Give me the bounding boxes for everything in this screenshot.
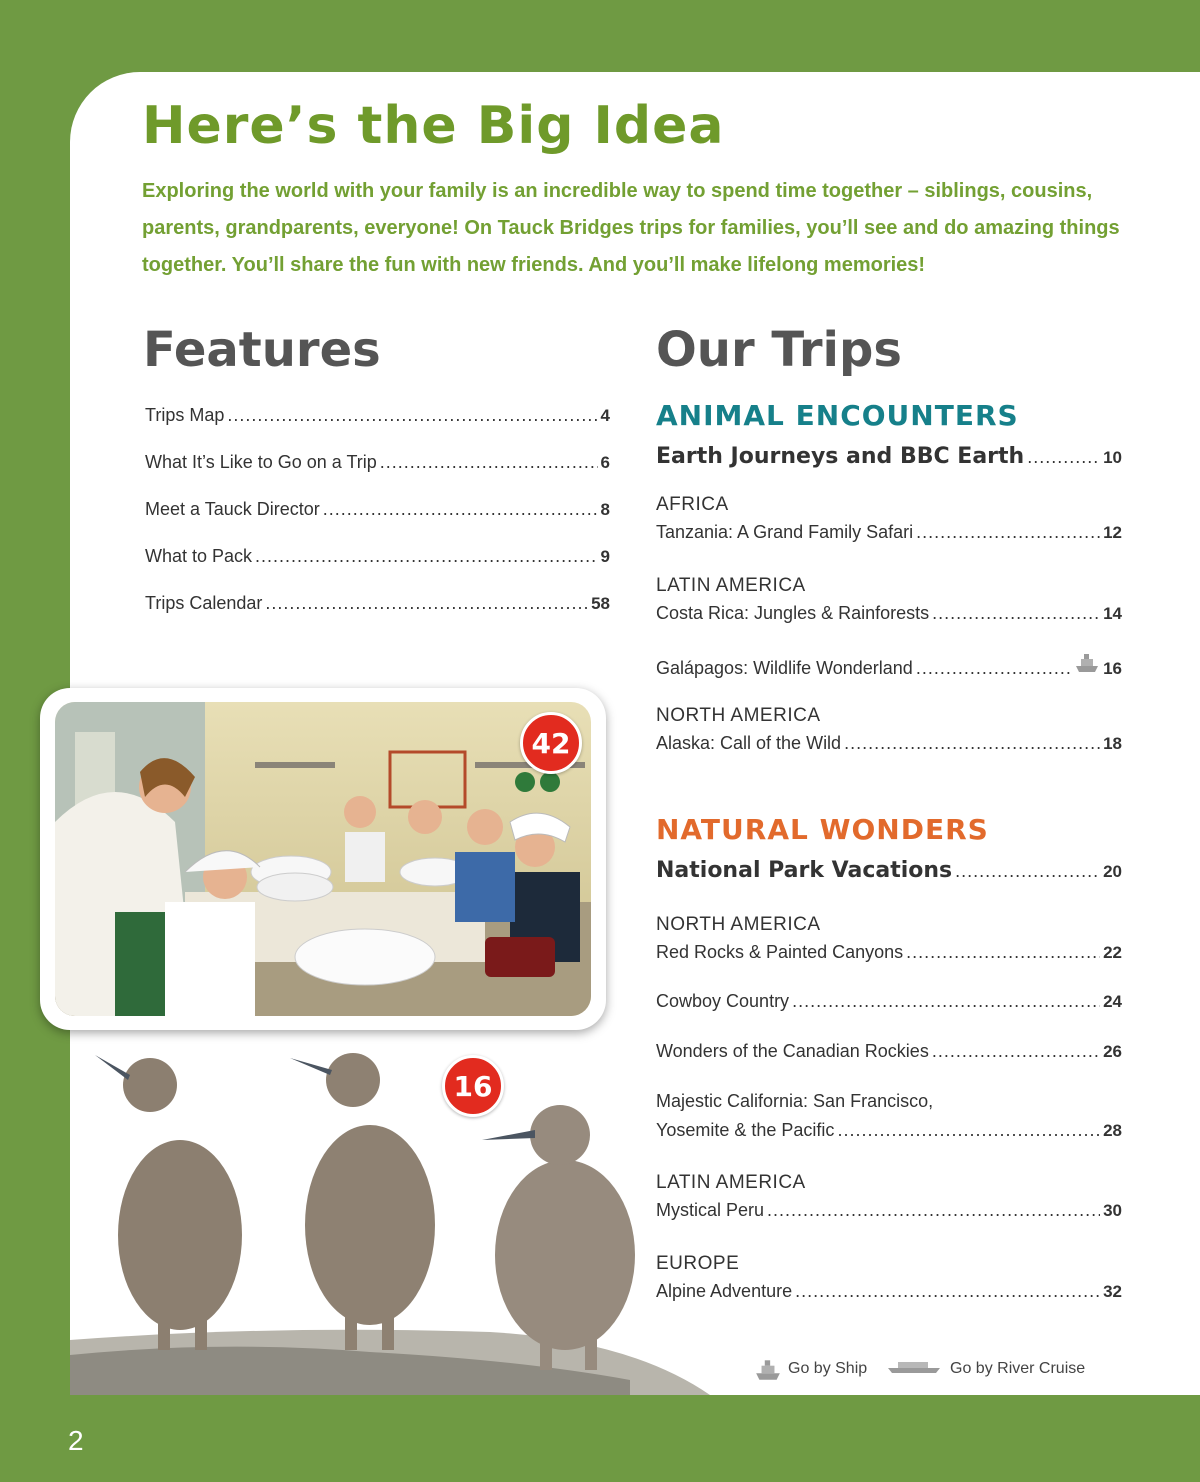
trip-page: 32: [1103, 1282, 1122, 1301]
leader-dots: [955, 861, 1100, 882]
feature-item[interactable]: [145, 593, 610, 614]
features-heading: Features: [143, 322, 381, 378]
page-badge-photo: 42: [520, 712, 582, 774]
region-north-america: NORTH AMERICA: [656, 914, 821, 935]
trip-label: Alaska: Call of the Wild: [656, 733, 842, 753]
trip-item[interactable]: [656, 991, 1122, 1012]
trip-page: 28: [1103, 1121, 1122, 1140]
leader-dots: [916, 658, 1071, 679]
trip-subtitle-row[interactable]: [656, 444, 1122, 469]
trip-page: 18: [1103, 734, 1122, 753]
leader-dots: [844, 733, 1100, 754]
cooking-photo-card: [40, 688, 606, 1030]
ship-icon: [754, 1358, 780, 1380]
trip-item[interactable]: [656, 942, 1122, 963]
legend-ship: [754, 1358, 867, 1380]
feature-item[interactable]: [145, 499, 610, 520]
page-title: Here’s the Big Idea: [142, 96, 725, 156]
feature-page: 58: [591, 594, 610, 613]
leader-dots: [792, 991, 1100, 1012]
region-latin-america: LATIN AMERICA: [656, 1172, 806, 1193]
trip-label: Wonders of the Canadian Rockies: [656, 1041, 929, 1061]
page-badge-birds: 16: [442, 1055, 504, 1117]
feature-label: Trips Calendar: [145, 593, 263, 613]
blue-footed-boobies-photo: [70, 1040, 730, 1395]
legend-river-label: Go by River Cruise: [950, 1359, 1086, 1377]
cooking-class-photo: [55, 702, 591, 1016]
trip-label: Red Rocks & Painted Canyons: [656, 942, 904, 962]
trip-label: Mystical Peru: [656, 1200, 765, 1220]
feature-page: 6: [600, 453, 610, 472]
region-latin-america: LATIN AMERICA: [656, 575, 806, 596]
animal-encounters-heading: ANIMAL ENCOUNTERS: [656, 399, 1019, 432]
leader-dots: [916, 522, 1100, 543]
leader-dots: [932, 603, 1100, 624]
region-africa: AFRICA: [656, 494, 729, 515]
feature-label: Meet a Tauck Director: [145, 499, 320, 519]
trip-item[interactable]: [656, 603, 1122, 624]
ship-icon: [1074, 652, 1100, 674]
leader-dots: [1027, 447, 1100, 468]
river-cruise-icon: [886, 1358, 942, 1379]
leader-dots: [265, 593, 588, 614]
page-number: 2: [68, 1425, 84, 1456]
trip-page: 30: [1103, 1201, 1122, 1220]
feature-item[interactable]: [145, 452, 610, 473]
trip-page: 14: [1103, 604, 1122, 623]
natural-wonders-heading: NATURAL WONDERS: [656, 813, 989, 846]
trip-page: 10: [1103, 448, 1122, 467]
trip-item[interactable]: [656, 733, 1122, 754]
leader-dots: [837, 1120, 1100, 1141]
trip-label: Galápagos: Wildlife Wonderland: [656, 658, 913, 678]
trip-page: 24: [1103, 992, 1122, 1011]
trip-label: Yosemite & the Pacific: [656, 1120, 835, 1140]
trip-page: 16: [1103, 659, 1122, 678]
trip-label: Alpine Adventure: [656, 1281, 793, 1301]
leader-dots: [932, 1041, 1100, 1062]
leader-dots: [906, 942, 1100, 963]
trip-label: Costa Rica: Jungles & Rainforests: [656, 603, 930, 623]
trip-page: 12: [1103, 523, 1122, 542]
legend-river: [886, 1358, 1085, 1379]
legend-ship-label: Go by Ship: [788, 1360, 868, 1377]
trip-label-line1: Majestic California: San Francisco,: [656, 1091, 934, 1111]
region-europe: EUROPE: [656, 1253, 740, 1274]
feature-page: 8: [600, 500, 610, 519]
leader-dots: [795, 1281, 1100, 1302]
feature-label: What to Pack: [145, 546, 253, 566]
leader-dots: [323, 499, 598, 520]
feature-page: 4: [600, 406, 610, 425]
feature-label: What It’s Like to Go on a Trip: [145, 452, 377, 472]
trip-item[interactable]: [656, 652, 1122, 679]
feature-label: Trips Map: [145, 405, 225, 425]
leader-dots: [227, 405, 597, 426]
trip-page: 22: [1103, 943, 1122, 962]
national-park-subtitle: National Park Vacations: [656, 858, 953, 883]
earth-journeys-subtitle: Earth Journeys and BBC Earth: [656, 444, 1025, 469]
leader-dots: [767, 1200, 1100, 1221]
feature-item[interactable]: [145, 405, 610, 426]
feature-item[interactable]: [145, 546, 610, 567]
trips-heading: Our Trips: [656, 322, 902, 378]
feature-page: 9: [600, 547, 610, 566]
trip-subtitle-row[interactable]: [656, 858, 1122, 883]
leader-dots: [255, 546, 597, 567]
trip-label: Tanzania: A Grand Family Safari: [656, 522, 914, 542]
leader-dots: [380, 452, 598, 473]
intro-paragraph: Exploring the world with your family is an incredible way to spend time together – siblings, cousins, parents, grandparents, everyone! On Tauck Bridges trips for families, you’ll see and do amazing things together. You’ll share the fun with new friends. And you’ll make lifelong memories!: [142, 180, 1120, 276]
trip-item[interactable]: [656, 522, 1122, 543]
trip-label: Cowboy Country: [656, 991, 790, 1011]
region-north-america: NORTH AMERICA: [656, 705, 821, 726]
trip-page: 20: [1103, 862, 1122, 881]
trip-page: 26: [1103, 1042, 1122, 1061]
